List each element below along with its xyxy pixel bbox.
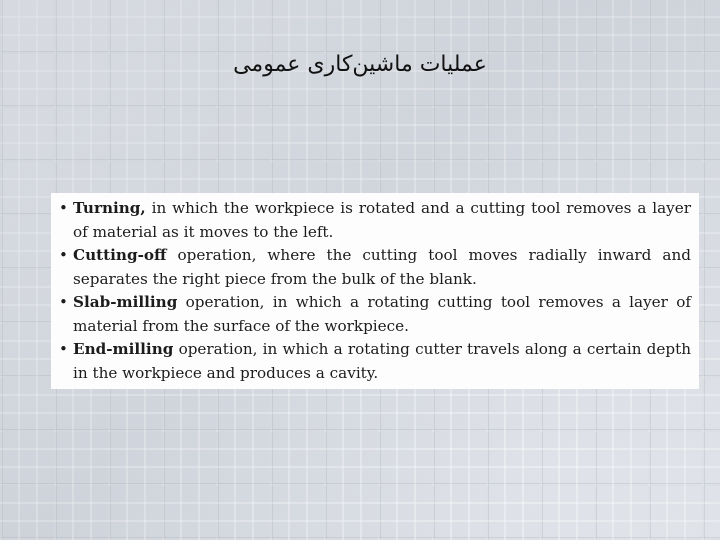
bullet-item-turning: [59, 197, 691, 244]
bullet-text: operation, where the cutting tool moves radially inward and separates the right piece from the bulk of the blank.: [73, 246, 691, 288]
content-box: [51, 193, 699, 389]
slide-title: عملیات ماشین‌کاری عمومی: [233, 52, 487, 77]
bullet-item-cutting-off: [59, 244, 691, 291]
bullet-dot: •: [59, 246, 68, 264]
bullet-term: Slab-milling: [73, 293, 178, 311]
bullet-dot: •: [59, 293, 68, 311]
bullet-dot: •: [59, 199, 68, 217]
bullet-term: Cutting-off: [73, 246, 167, 264]
bullet-text: in which the workpiece is rotated and a cutting tool removes a layer of material as it moves to the left.: [73, 199, 691, 241]
bullet-term: End-milling: [73, 340, 174, 358]
bullet-dot: •: [59, 340, 68, 358]
bullet-list: [59, 197, 691, 385]
bullet-item-slab-milling: [59, 291, 691, 338]
bullet-item-end-milling: [59, 338, 691, 385]
bullet-term: Turning,: [73, 199, 146, 217]
bullet-text: operation, in which a rotating cutting tool removes a layer of material from the surface of the workpiece.: [73, 293, 691, 335]
bullet-text: operation, in which a rotating cutter travels along a certain depth in the workpiece and produces a cavity.: [73, 340, 691, 382]
